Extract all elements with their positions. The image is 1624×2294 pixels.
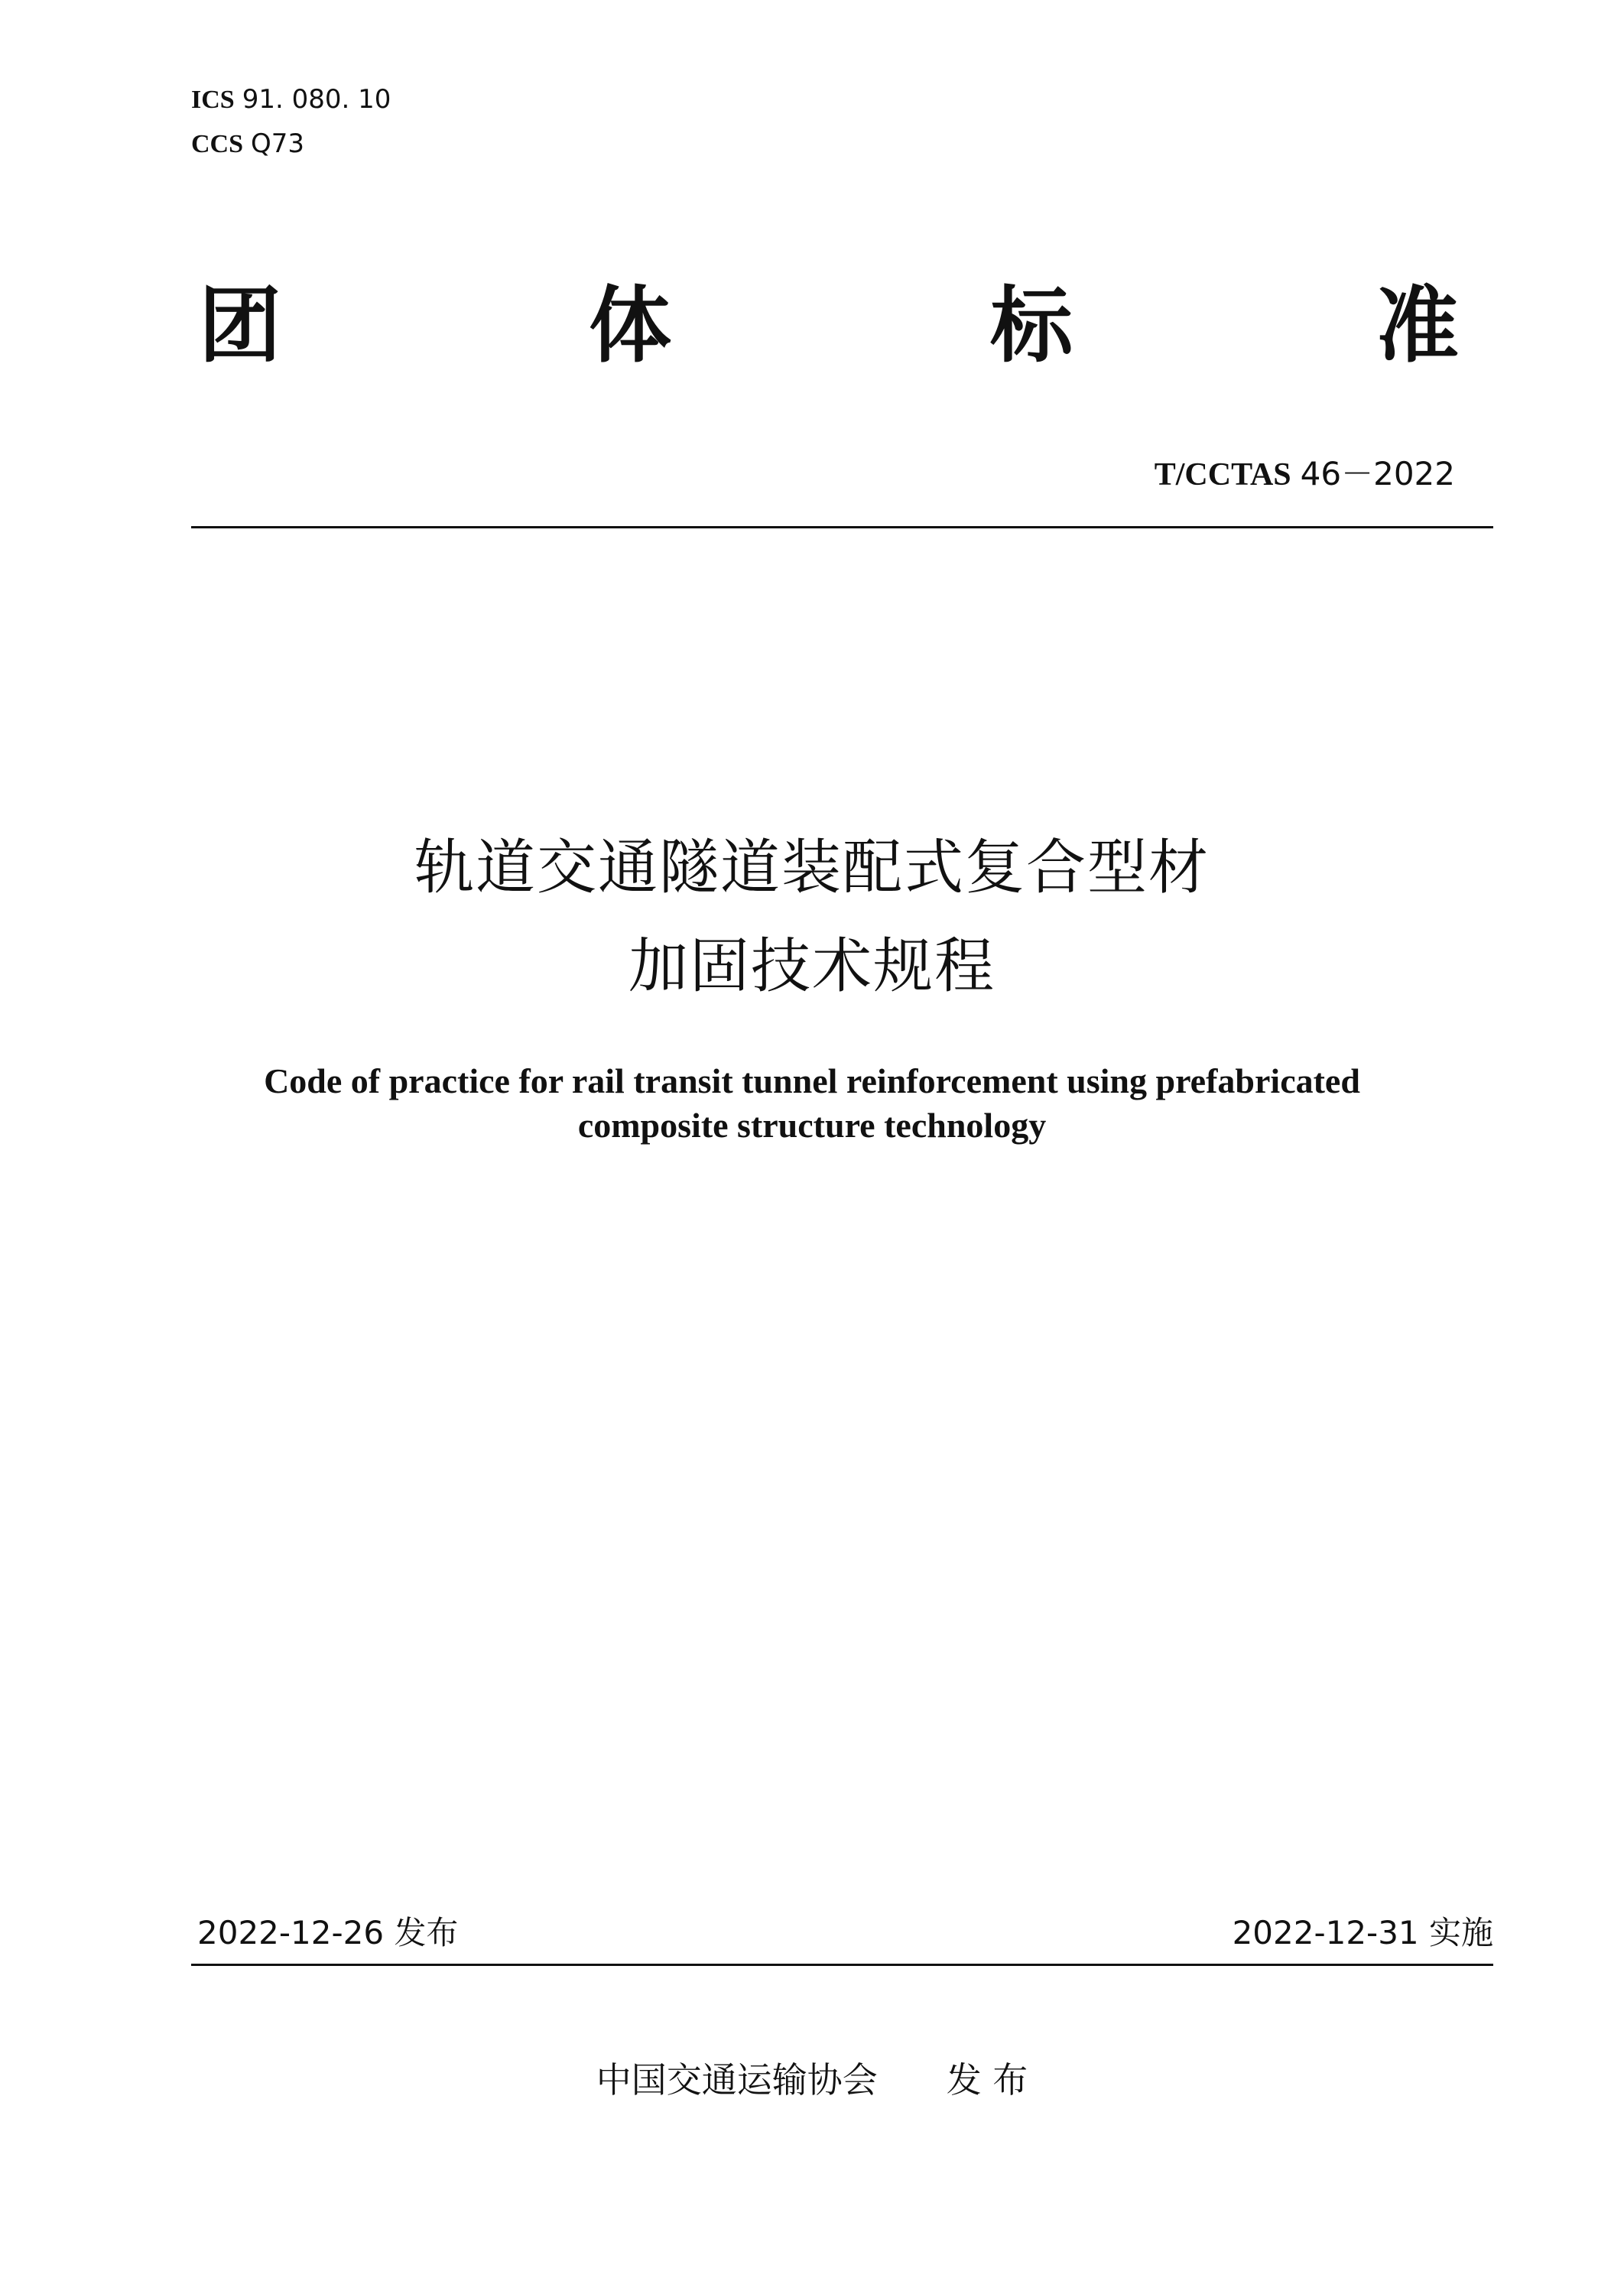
title-cn-line-1: 轨道交通隧道装配式复合型材 — [414, 833, 1210, 902]
title-cn-line-2: 加固技术规程 — [628, 932, 996, 1001]
standard-type-heading — [191, 269, 1460, 399]
publisher-line — [0, 2057, 1624, 2103]
standard-number-prefix: T/CCTAS — [1154, 457, 1291, 492]
ics-code — [191, 83, 391, 117]
ccs-label: CCS — [191, 130, 244, 158]
title-en-line-1: Code of practice for rail transit tunnel reinforcement using prefabricated — [264, 1061, 1360, 1100]
ccs-value: Q73 — [251, 128, 305, 159]
standard-type-char-4: 准 — [1376, 278, 1460, 374]
title-en-line-2: composite structure technology — [577, 1106, 1047, 1145]
standard-type-char-1: 团 — [199, 278, 282, 374]
ccs-code — [191, 127, 304, 161]
standard-number — [1155, 453, 1455, 496]
publisher-action: 发 布 — [946, 2059, 1028, 2101]
bottom-divider — [191, 1964, 1493, 1966]
standard-type-char-3: 标 — [990, 278, 1073, 374]
standard-type-char-2: 体 — [589, 278, 672, 374]
ics-label: ICS — [191, 86, 235, 114]
top-divider — [191, 526, 1493, 528]
standard-number-value: 46－2022 — [1300, 455, 1455, 492]
implementation-date: 2022-12-31 实施 — [1232, 1914, 1493, 1951]
publisher-name: 中国交通运输协会 — [596, 2059, 878, 2101]
issue-date: 2022-12-26 发布 — [197, 1914, 459, 1951]
ics-value: 91. 080. 10 — [242, 84, 391, 115]
